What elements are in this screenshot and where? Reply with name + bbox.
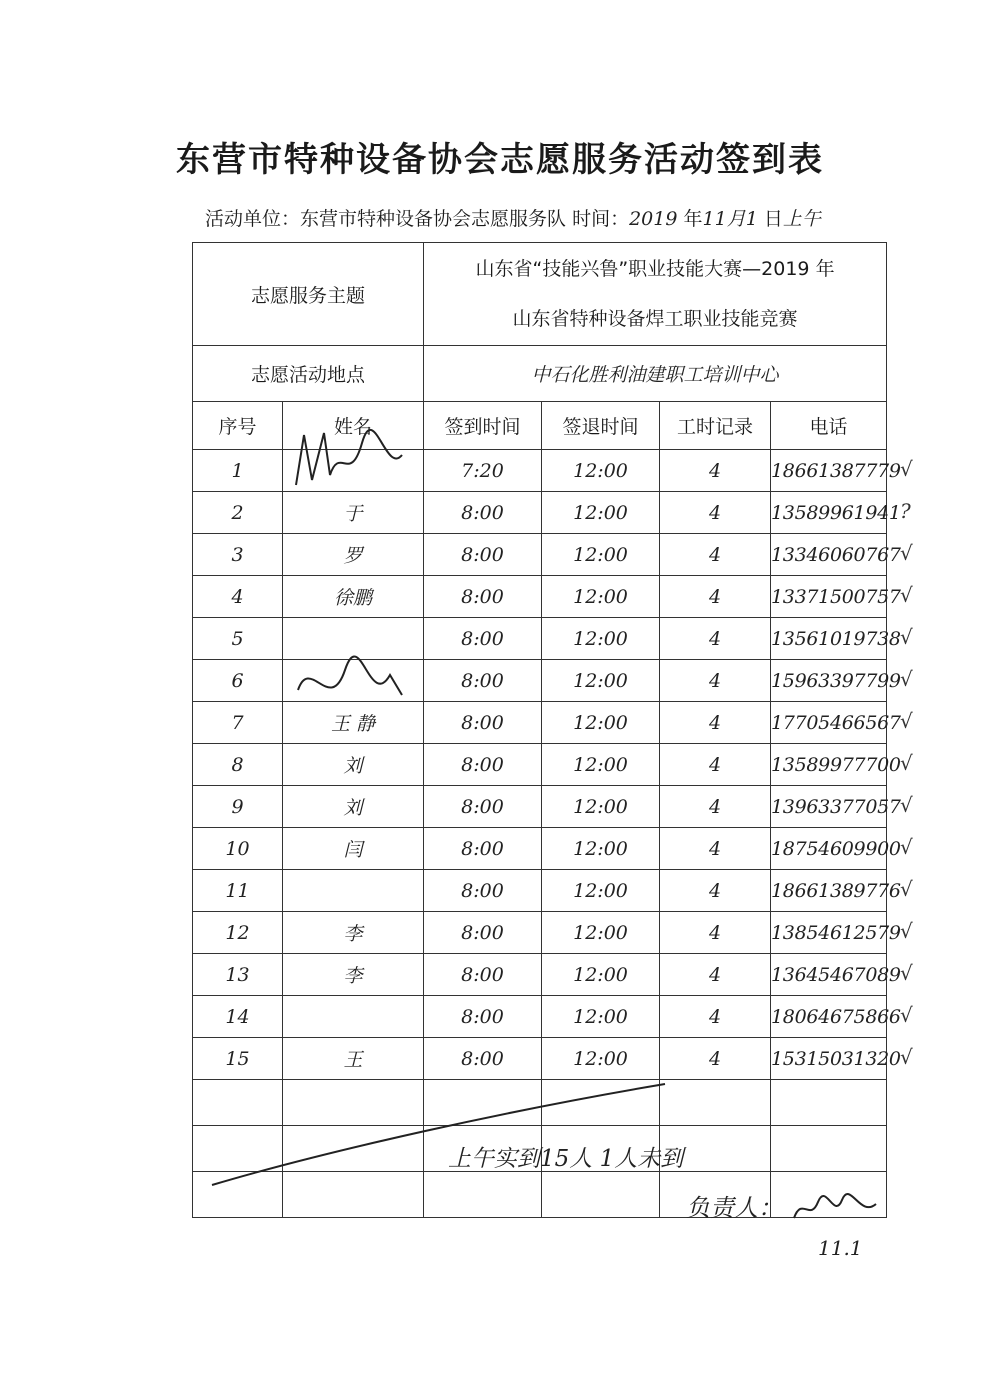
row-phone: 18064675866 (771, 996, 887, 1038)
row-check-mark: √ (900, 835, 913, 859)
row-no: 6 (193, 660, 283, 702)
row-phone: 15963397799 (771, 660, 887, 702)
row-sign-out: 12:00 (542, 912, 660, 954)
row-no: 14 (193, 996, 283, 1038)
row-hours: 4 (660, 786, 771, 828)
row-check-mark: √ (900, 541, 913, 565)
row-no: 11 (193, 870, 283, 912)
row-name: 王 (283, 1038, 424, 1080)
row-check-mark: √ (900, 919, 913, 943)
time-month-day: 11月1 (702, 208, 758, 230)
row-hours: 4 (660, 618, 771, 660)
row-hours: 4 (660, 660, 771, 702)
row-sign-in: 8:00 (424, 1038, 542, 1080)
row-no: 9 (193, 786, 283, 828)
row-phone: 18754609900 (771, 828, 887, 870)
row-phone: 18661389776 (771, 870, 887, 912)
row-no: 12 (193, 912, 283, 954)
row-hours: 4 (660, 996, 771, 1038)
row-sign-out: 12:00 (542, 744, 660, 786)
location-value: 中石化胜利油建职工培训中心 (424, 346, 887, 402)
row-no: 5 (193, 618, 283, 660)
row-hours: 4 (660, 744, 771, 786)
signature-scribble-row1 (290, 425, 410, 495)
theme-line-2: 山东省特种设备焊工职业技能竞赛 (512, 308, 798, 330)
row-check-mark: √ (900, 583, 913, 607)
row-hours: 4 (660, 1038, 771, 1080)
theme-value (424, 243, 887, 346)
row-check-mark: √ (900, 1003, 913, 1027)
row-name: 李 (283, 912, 424, 954)
row-sign-in: 8:00 (424, 534, 542, 576)
row-sign-out: 12:00 (542, 786, 660, 828)
row-hours: 4 (660, 870, 771, 912)
row-check-mark: √ (900, 961, 913, 985)
row-sign-in: 8:00 (424, 492, 542, 534)
row-name: 刘 (283, 786, 424, 828)
row-phone: 13371500757 (771, 576, 887, 618)
theme-row (193, 243, 887, 346)
table-row (193, 744, 887, 786)
row-no: 8 (193, 744, 283, 786)
location-label: 志愿活动地点 (193, 346, 424, 402)
table-row (193, 996, 887, 1038)
row-phone: 13561019738 (771, 618, 887, 660)
row-sign-in: 7:20 (424, 450, 542, 492)
row-check-mark: √ (900, 625, 913, 649)
table-row (193, 576, 887, 618)
row-name (283, 870, 424, 912)
row-no: 7 (193, 702, 283, 744)
page-title: 东营市特种设备协会志愿服务活动签到表 (176, 140, 824, 180)
row-sign-out: 12:00 (542, 828, 660, 870)
col-header-name: 姓名 (283, 402, 424, 450)
row-no: 1 (193, 450, 283, 492)
data-rows (193, 450, 901, 1080)
row-name: 闫 (283, 828, 424, 870)
col-header-sign-out: 签退时间 (542, 402, 660, 450)
col-header-no: 序号 (193, 402, 283, 450)
unit-label: 活动单位： (205, 208, 301, 230)
row-name: 李 (283, 954, 424, 996)
row-no: 10 (193, 828, 283, 870)
row-sign-in: 8:00 (424, 870, 542, 912)
row-hours: 4 (660, 534, 771, 576)
activity-meta (205, 204, 821, 231)
handwritten-signature (790, 1192, 880, 1226)
table-row (193, 828, 887, 870)
row-hours: 4 (660, 450, 771, 492)
row-hours: 4 (660, 912, 771, 954)
row-sign-in: 8:00 (424, 660, 542, 702)
time-year: 2019 (629, 208, 678, 230)
row-sign-out: 12:00 (542, 870, 660, 912)
col-header-sign-in: 签到时间 (424, 402, 542, 450)
year-suffix: 年 (683, 208, 703, 230)
row-hours: 4 (660, 828, 771, 870)
row-phone: 13854612579 (771, 912, 887, 954)
row-sign-in: 8:00 (424, 912, 542, 954)
strike-through-line (210, 1080, 670, 1190)
row-sign-out: 12:00 (542, 492, 660, 534)
attendance-note: 上午实到15人 1人未到 (448, 1146, 684, 1172)
row-sign-out: 12:00 (542, 1038, 660, 1080)
row-name (283, 996, 424, 1038)
row-phone: 13346060767 (771, 534, 887, 576)
row-no: 15 (193, 1038, 283, 1080)
row-phone: 13589961941 (771, 492, 887, 534)
row-check-mark: √ (900, 709, 913, 733)
row-sign-out: 12:00 (542, 618, 660, 660)
row-sign-out: 12:00 (542, 534, 660, 576)
theme-line-1: 山东省“技能兴鲁”职业技能大赛—2019 年 (475, 258, 835, 280)
row-phone: 13645467089 (771, 954, 887, 996)
row-phone: 13589977700 (771, 744, 887, 786)
row-sign-out: 12:00 (542, 450, 660, 492)
col-header-hours: 工时记录 (660, 402, 771, 450)
row-no: 4 (193, 576, 283, 618)
col-header-phone: 电话 (771, 402, 887, 450)
row-check-mark: ? (900, 499, 911, 523)
row-check-mark: √ (900, 793, 913, 817)
row-check-mark: √ (900, 1045, 913, 1069)
row-hours: 4 (660, 954, 771, 996)
signature-label: 负责人： (686, 1194, 782, 1222)
row-check-mark: √ (900, 457, 913, 481)
table-row (193, 912, 887, 954)
row-sign-in: 8:00 (424, 828, 542, 870)
row-name: 王 静 (283, 702, 424, 744)
row-sign-in: 8:00 (424, 744, 542, 786)
row-sign-in: 8:00 (424, 576, 542, 618)
location-row (193, 346, 887, 402)
row-no: 3 (193, 534, 283, 576)
signature-date: 11.1 (818, 1236, 863, 1260)
table-row (193, 954, 887, 996)
row-hours: 4 (660, 702, 771, 744)
row-sign-out: 12:00 (542, 996, 660, 1038)
row-check-mark: √ (900, 877, 913, 901)
row-name: 罗 (283, 534, 424, 576)
row-phone: 18661387779 (771, 450, 887, 492)
row-check-mark: √ (900, 667, 913, 691)
row-sign-out: 12:00 (542, 702, 660, 744)
row-no: 2 (193, 492, 283, 534)
table-row (193, 1038, 887, 1080)
row-sign-out: 12:00 (542, 576, 660, 618)
row-sign-in: 8:00 (424, 702, 542, 744)
time-period: 上午 (782, 208, 821, 230)
row-phone: 17705466567 (771, 702, 887, 744)
row-sign-out: 12:00 (542, 660, 660, 702)
row-sign-in: 8:00 (424, 996, 542, 1038)
theme-label: 志愿服务主题 (193, 243, 424, 346)
signature-scribble-row6 (290, 650, 410, 720)
row-name: 刘 (283, 744, 424, 786)
row-sign-in: 8:00 (424, 954, 542, 996)
table-row (193, 492, 887, 534)
row-hours: 4 (660, 576, 771, 618)
signature-block (686, 1188, 880, 1226)
row-no: 13 (193, 954, 283, 996)
table-row (193, 870, 887, 912)
row-sign-out: 12:00 (542, 954, 660, 996)
unit-value: 东营市特种设备协会志愿服务队 (300, 208, 567, 230)
row-check-mark: √ (900, 751, 913, 775)
row-name: 徐鹏 (283, 576, 424, 618)
row-sign-in: 8:00 (424, 618, 542, 660)
table-row (193, 786, 887, 828)
time-label: 时间： (572, 208, 630, 230)
sign-in-table (192, 242, 901, 1218)
row-sign-in: 8:00 (424, 786, 542, 828)
row-name: 于 (283, 492, 424, 534)
row-phone: 13963377057 (771, 786, 887, 828)
row-hours: 4 (660, 492, 771, 534)
table-row (193, 534, 887, 576)
row-phone: 15315031320 (771, 1038, 887, 1080)
day-suffix: 日 (763, 208, 783, 230)
